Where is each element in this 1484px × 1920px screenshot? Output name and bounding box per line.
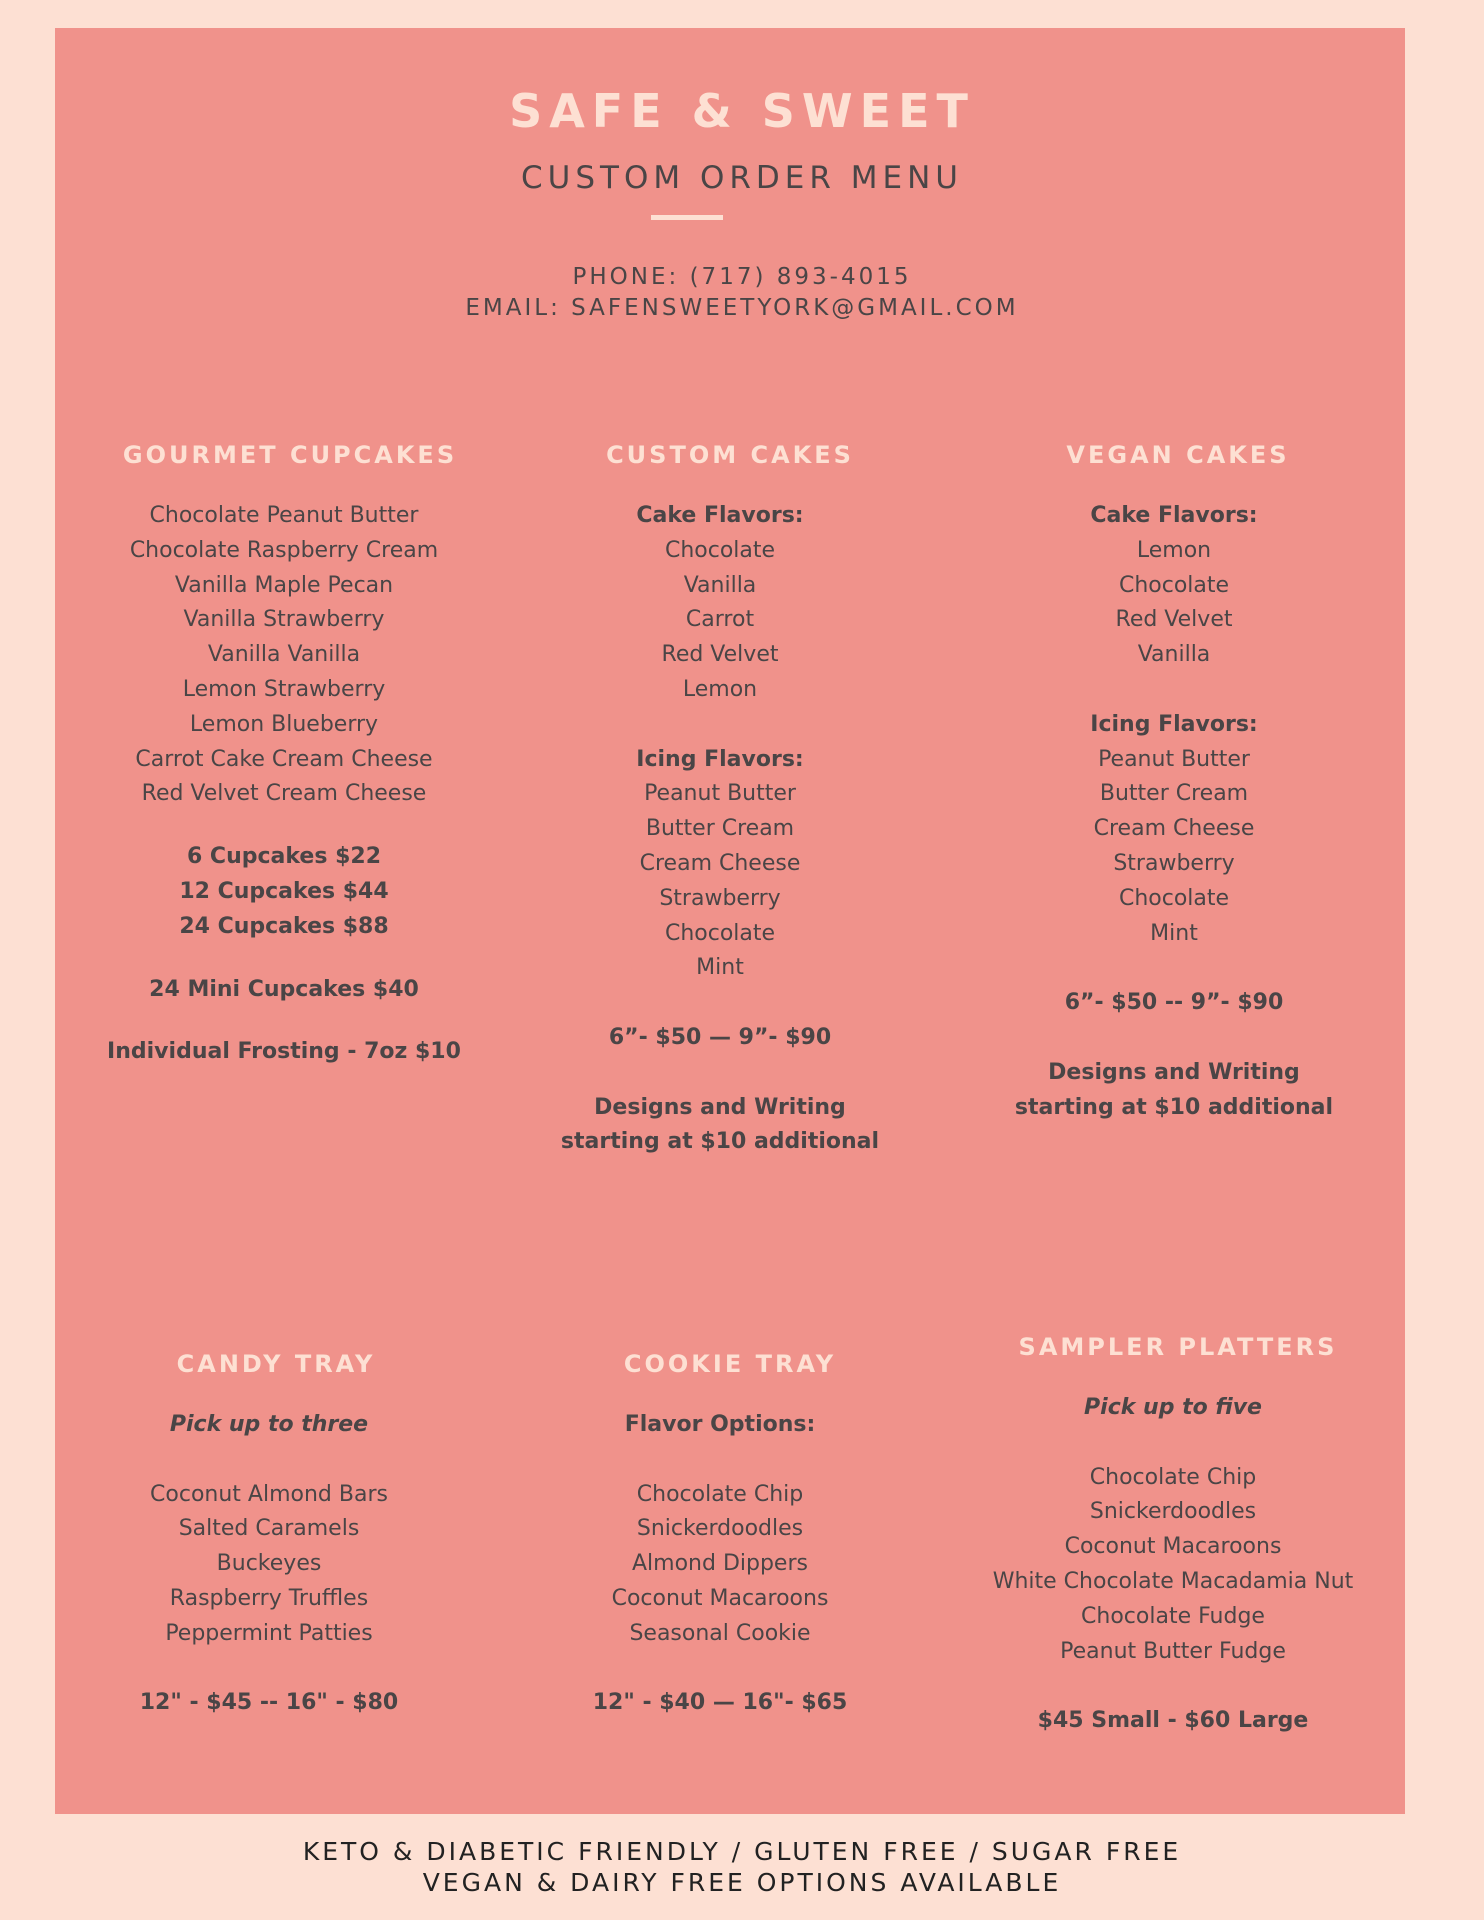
footer-line: VEGAN & DAIRY FREE OPTIONS AVAILABLE: [422, 1868, 1062, 1897]
menu-item: Salted Caramels: [178, 1516, 360, 1542]
email-text: EMAIL: SAFENSWEETYORK@GMAIL.COM: [465, 295, 1019, 321]
menu-item: Lemon Strawberry: [182, 676, 386, 702]
menu-item: Chocolate: [664, 537, 776, 563]
menu-item: Chocolate: [1118, 572, 1230, 598]
price-line: 24 Cupcakes $88: [179, 913, 389, 939]
menu-item: Red Velvet Cream Cheese: [141, 781, 427, 807]
designs-note: Designs and Writing: [1048, 1059, 1300, 1085]
price-line: 6 Cupcakes $22: [186, 844, 382, 870]
menu-item: Strawberry: [1113, 850, 1235, 876]
menu-item: Vanilla Vanilla: [207, 642, 361, 668]
divider: [651, 215, 723, 220]
section-vegan-cakes: [978, 441, 1378, 1125]
subheading: Icing Flavors:: [1090, 711, 1258, 737]
menu-item: Vanilla: [1137, 642, 1211, 668]
menu-item: Chocolate: [1118, 885, 1230, 911]
footer: [0, 1836, 1484, 1898]
designs-note: starting at $10 additional: [560, 1129, 880, 1155]
designs-note: starting at $10 additional: [1014, 1094, 1334, 1120]
menu-item: Coconut Macaroons: [1064, 1534, 1282, 1560]
menu-item: Chocolate Chip: [636, 1481, 804, 1507]
price-line: 24 Mini Cupcakes $40: [149, 976, 419, 1002]
menu-item: Red Velvet: [661, 642, 779, 668]
menu-item: Peanut Butter: [1098, 746, 1250, 772]
contact-info: [0, 262, 1484, 324]
subheading: Cake Flavors:: [636, 503, 804, 528]
menu-item: Lemon Blueberry: [189, 711, 379, 737]
menu-item: Buckeyes: [216, 1551, 322, 1577]
menu-item: White Chocolate Macadamia Nut: [992, 1568, 1354, 1594]
menu-item: Mint: [696, 955, 744, 981]
subheading: Flavor Options:: [624, 1412, 816, 1437]
menu-item: Peanut Butter Fudge: [1060, 1638, 1286, 1664]
menu-item: Chocolate Raspberry Cream: [129, 537, 439, 563]
menu-item: Cream Cheese: [1093, 816, 1255, 842]
menu-item: Peppermint Patties: [165, 1620, 373, 1646]
menu-item: Vanilla: [683, 572, 757, 598]
pick-note: Pick up to three: [169, 1412, 369, 1437]
section-candy-tray: [76, 1350, 476, 1721]
designs-note: Designs and Writing: [594, 1094, 846, 1120]
brand-title: SAFE & SWEET: [509, 84, 975, 138]
section-title: CANDY TRAY: [176, 1350, 376, 1378]
section-title: VEGAN CAKES: [1066, 441, 1290, 469]
section-title: SAMPLER PLATTERS: [1018, 1333, 1338, 1361]
menu-item: Chocolate Chip: [1089, 1464, 1257, 1490]
section-custom-cakes: [530, 441, 930, 1160]
price-line: 12 Cupcakes $44: [179, 878, 389, 904]
subheading: Cake Flavors:: [1090, 503, 1258, 528]
menu-item: Lemon: [682, 676, 758, 702]
menu-item: Lemon: [1136, 537, 1212, 563]
menu-item: Peanut Butter: [644, 781, 796, 807]
menu-item: Carrot Cake Cream Cheese: [135, 746, 433, 772]
price-line: 12" - $40 — 16"- $65: [592, 1690, 848, 1716]
menu-item: Chocolate Fudge: [1081, 1603, 1265, 1629]
price-line: 6”- $50 -- 9”- $90: [1064, 990, 1284, 1016]
price-line: 6”- $50 — 9”- $90: [608, 1024, 832, 1050]
menu-item: Almond Dippers: [632, 1551, 808, 1577]
pick-note: Pick up to five: [1084, 1395, 1262, 1420]
menu-item: Mint: [1150, 920, 1198, 946]
menu-item: Cream Cheese: [639, 850, 801, 876]
menu-item: Strawberry: [659, 885, 781, 911]
section-title: GOURMET CUPCAKES: [122, 441, 458, 469]
footer-line: KETO & DIABETIC FRIENDLY / GLUTEN FREE / SUGAR FREE: [302, 1837, 1182, 1866]
subheading: Icing Flavors:: [636, 746, 804, 772]
section-title: CUSTOM CAKES: [606, 441, 854, 469]
section-sampler-platters: [978, 1333, 1378, 1739]
menu-item: Snickerdoodles: [636, 1516, 804, 1542]
section-cookie-tray: [530, 1350, 930, 1721]
menu-item: Seasonal Cookie: [629, 1620, 811, 1646]
section-gourmet-cupcakes: [90, 441, 490, 1070]
menu-item: Coconut Almond Bars: [150, 1481, 388, 1507]
section-title: COOKIE TRAY: [623, 1350, 837, 1378]
menu-item: Butter Cream: [645, 816, 795, 842]
menu-item: Red Velvet: [1115, 607, 1233, 633]
price-line: 12" - $45 -- 16" - $80: [139, 1690, 399, 1716]
menu-item: Snickerdoodles: [1089, 1499, 1257, 1525]
menu-item: Chocolate: [664, 920, 776, 946]
price-line: Individual Frosting - 7oz $10: [107, 1039, 461, 1065]
menu-item: Chocolate Peanut Butter: [149, 503, 419, 528]
price-line: $45 Small - $60 Large: [1037, 1708, 1309, 1734]
phone-text: PHONE: (717) 893-4015: [572, 264, 912, 290]
menu-item: Raspberry Truffles: [169, 1585, 369, 1611]
menu-item: Carrot: [685, 607, 755, 633]
menu-item: Vanilla Strawberry: [183, 607, 385, 633]
menu-subtitle: CUSTOM ORDER MENU: [521, 160, 963, 196]
menu-item: Coconut Macaroons: [611, 1585, 829, 1611]
menu-item: Butter Cream: [1099, 781, 1249, 807]
menu-item: Vanilla Maple Pecan: [174, 572, 394, 598]
